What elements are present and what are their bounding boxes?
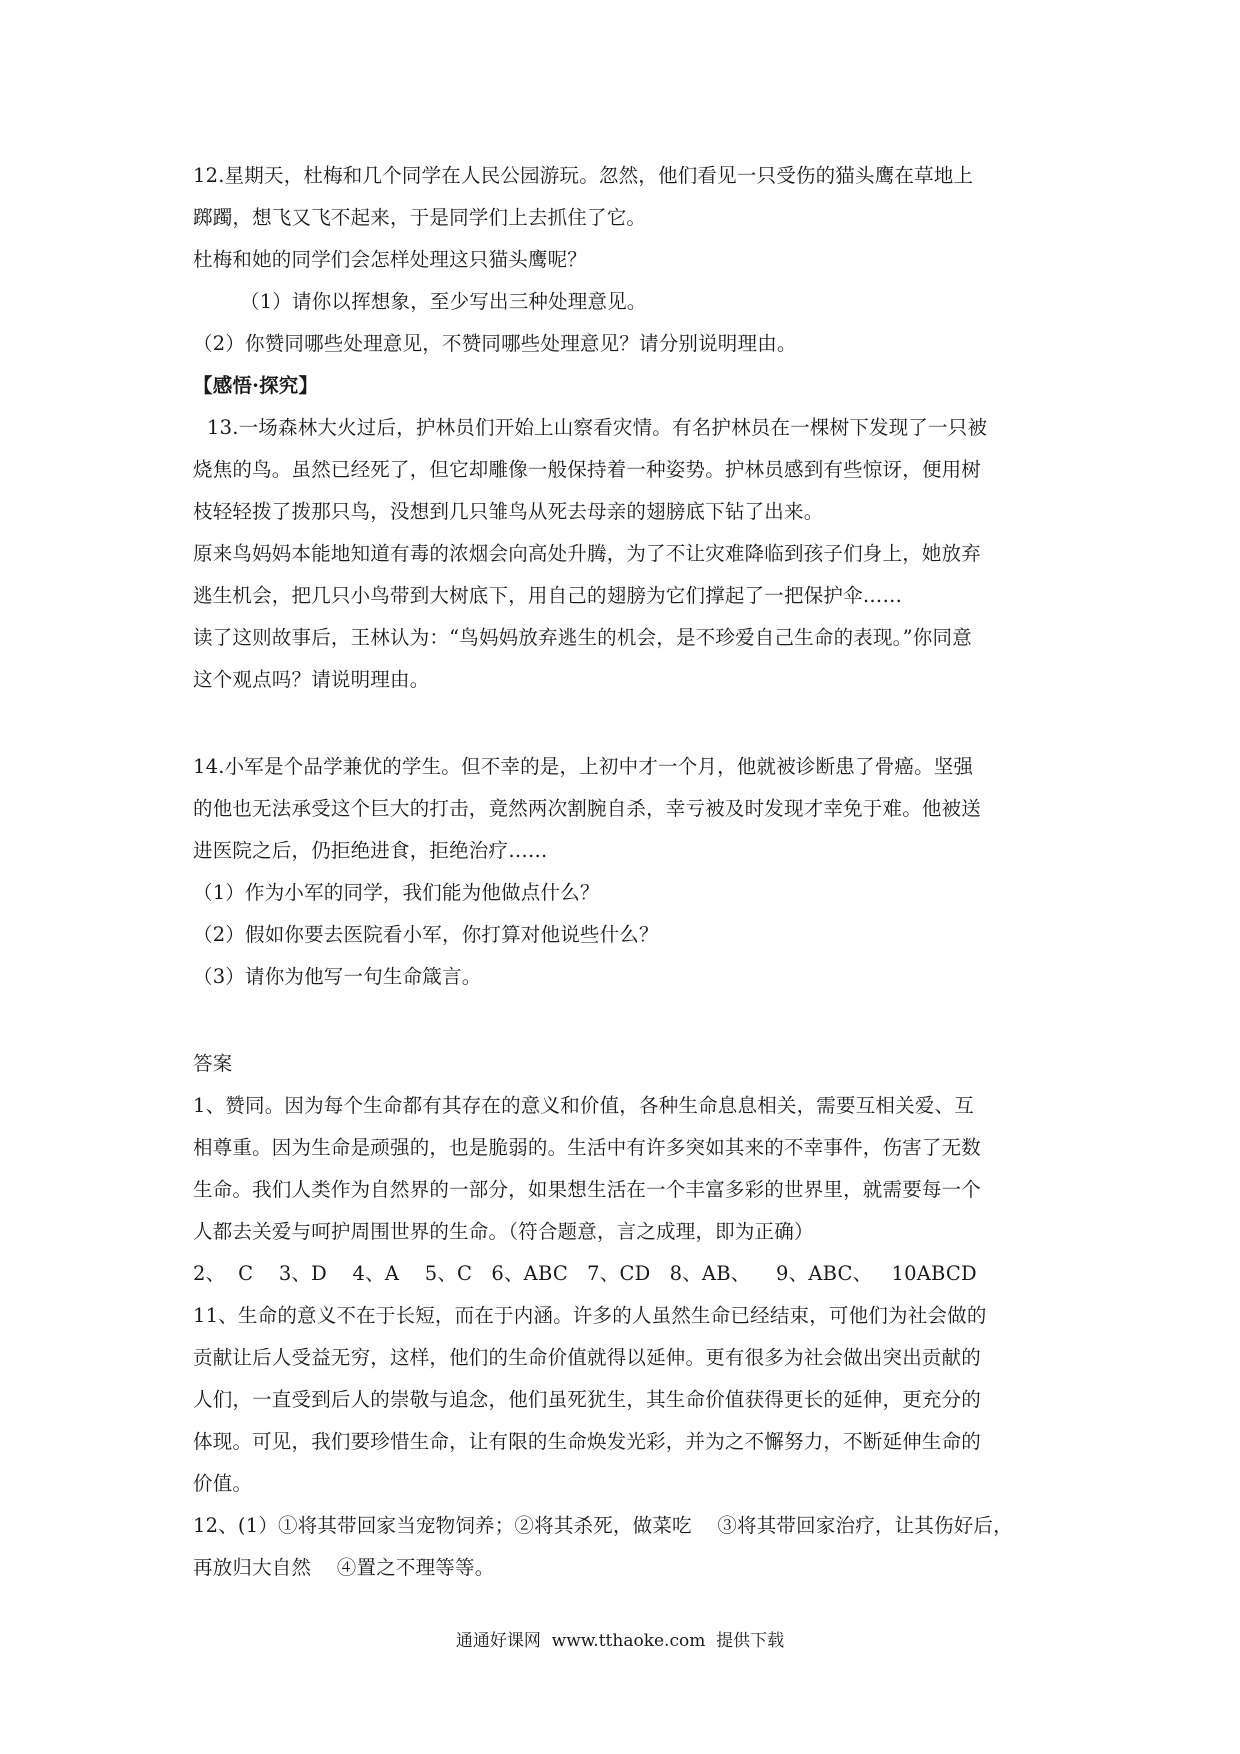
q14-line-1: 14.小军是个品学兼优的学生。但不幸的是，上初中才一个月，他就被诊断患了骨癌。坚强: [193, 755, 974, 778]
q12-sub-1: （1）请你以挥想象，至少写出三种处理意见。: [240, 290, 647, 313]
q12-line-3: 杜梅和她的同学们会怎样处理这只猫头鹰呢？: [193, 248, 588, 271]
q13-line-6: 读了这则故事后，王林认为：“鸟妈妈放弃逃生的机会，是不珍爱自己生命的表现。”你同意: [193, 626, 972, 649]
answer-1-line-3: 生命。我们人类作为自然界的一部分，如果想生活在一个丰富多彩的世界里，就需要每一个: [193, 1178, 982, 1201]
q14-sub-2: （2）假如你要去医院看小军，你打算对他说些什么？: [193, 923, 659, 946]
q12-sub-2: （2）你赞同哪些处理意见，不赞同哪些处理意见？请分别说明理由。: [193, 332, 797, 355]
answer-1-line-2: 相尊重。因为生命是顽强的，也是脆弱的。生活中有许多突如其来的不幸事件，伤害了无数: [193, 1136, 982, 1159]
answers-heading: 答案: [193, 1052, 233, 1075]
q14-sub-3: （3）请你为他写一句生命箴言。: [193, 965, 482, 988]
q14-sub-1: （1）作为小军的同学，我们能为他做点什么？: [193, 881, 600, 904]
q13-line-5: 逃生机会，把几只小鸟带到大树底下，用自己的翅膀为它们撑起了一把保护伞……: [193, 584, 903, 607]
q13-line-4: 原来鸟妈妈本能地知道有毒的浓烟会向高处升腾，为了不让灾难降临到孩子们身上，她放弃: [193, 542, 982, 565]
answer-11-line-1: 11、生命的意义不在于长短，而在于内涵。许多的人虽然生命已经结束，可他们为社会做的: [193, 1304, 987, 1327]
section-heading: 【感悟·探究】: [193, 374, 319, 397]
q13-line-1: 13.一场森林大火过后，护林员们开始上山察看灾情。有名护林员在一棵树下发现了一只被: [207, 416, 988, 439]
q13-line-7: 这个观点吗？请说明理由。: [193, 668, 430, 691]
answer-11-line-3: 人们，一直受到后人的崇敬与追念，他们虽死犹生，其生命价值获得更长的延伸，更充分的: [193, 1388, 982, 1411]
q14-line-3: 进医院之后，仍拒绝进食，拒绝治疗……: [193, 839, 548, 862]
answer-12-line-2: 再放归大自然 ④置之不理等等。: [193, 1556, 495, 1579]
answer-11-line-5: 价值。: [193, 1472, 253, 1495]
answers-2-to-10: 2、 C 3、D 4、A 5、C 6、ABC 7、CD 8、AB、 9、ABC、 10ABCD: [193, 1262, 977, 1285]
answer-11-line-2: 贡献让后人受益无穷，这样，他们的生命价值就得以延伸。更有很多为社会做出突出贡献的: [193, 1346, 982, 1369]
page-footer: 通通好课网 www.tthaoke.com 提供下载: [455, 1631, 785, 1651]
answer-11-line-4: 体现。可见，我们要珍惜生命，让有限的生命焕发光彩，并为之不懈努力，不断延伸生命的: [193, 1430, 982, 1453]
answer-12-line-1: 12、(1）①将其带回家当宠物饲养；②将其杀死，做菜吃 ③将其带回家治疗，让其伤好后，: [193, 1514, 1013, 1537]
answer-1-line-4: 人都去关爱与呵护周围世界的生命。（符合题意，言之成理，即为正确）: [193, 1220, 814, 1243]
q12-line-2: 踯躅，想飞又飞不起来，于是同学们上去抓住了它。: [193, 206, 647, 229]
q12-line-1: 12.星期天，杜梅和几个同学在人民公园游玩。忽然，他们看见一只受伤的猫头鹰在草地上: [193, 164, 974, 187]
q13-line-2: 烧焦的鸟。虽然已经死了，但它却雕像一般保持着一种姿势。护林员感到有些惊讶，便用树: [193, 458, 982, 481]
answer-1-line-1: 1、赞同。因为每个生命都有其存在的意义和价值，各种生命息息相关，需要互相关爱、互: [193, 1094, 974, 1117]
q13-line-3: 枝轻轻拨了拨那只鸟，没想到几只雏鸟从死去母亲的翅膀底下钻了出来。: [193, 500, 824, 523]
q14-line-2: 的他也无法承受这个巨大的打击，竟然两次割腕自杀，幸亏被及时发现才幸免于难。他被送: [193, 797, 982, 820]
